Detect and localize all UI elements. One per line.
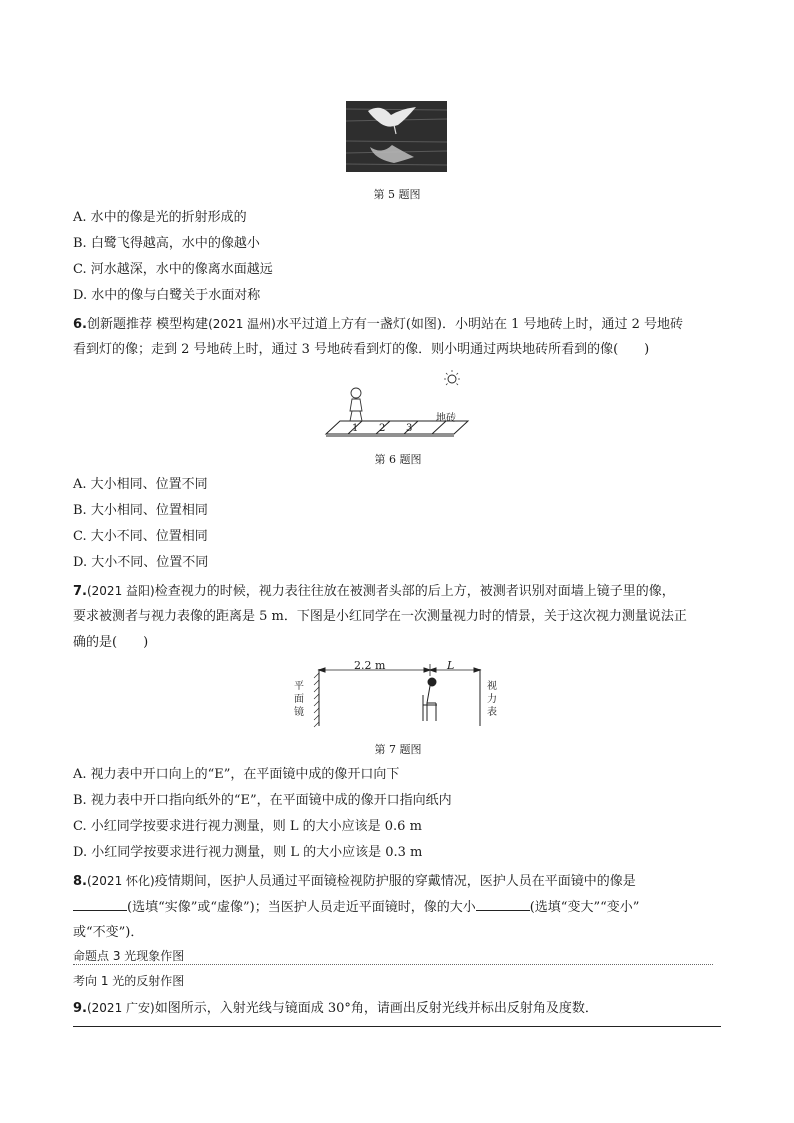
question-7-line3: 确的是( ) (73, 635, 149, 650)
person-icon (350, 388, 362, 421)
question-text: 检查视力的时候，视力表往往放在被测者头部的后上方，被测者识别对面墙上镜子里的像， (154, 584, 675, 599)
mirror-label-char: 镜 (294, 707, 304, 718)
mirror-label (294, 680, 306, 719)
question-8-line3: 或“不变”)． (73, 925, 144, 940)
option-a: A. 水中的像是光的折射形成的 (73, 210, 247, 225)
question-number: 9. (73, 1001, 87, 1016)
l-label: L (447, 659, 455, 672)
option-c: C. 小红同学按要求进行视力测量，则 L 的大小应该是 0.6 m (73, 819, 422, 834)
figure-caption-q6: 第 6 题图 (374, 453, 422, 466)
answer-blank-2[interactable] (476, 898, 530, 911)
chart-label (487, 680, 499, 719)
option-b: B. 大小相同、位置相同 (73, 503, 208, 518)
question-source: (2021 怀化) (86, 874, 155, 888)
question-text: 水平过道上方有一盏灯(如图)．小明站在 1 号地砖上时，通过 2 号地砖 (275, 317, 684, 332)
question-number: 6. (73, 317, 87, 332)
chart-label-char: 视 (487, 681, 497, 692)
question-text: (选填“实像”或“虚像”)；当医护人员走近平面镜时，像的大小 (127, 900, 476, 915)
mirror-label-char: 平 (294, 681, 304, 692)
bottom-rule (73, 1026, 721, 1027)
option-d: D. 大小不同、位置不同 (73, 555, 209, 570)
option-d: D. 小红同学按要求进行视力测量，则 L 的大小应该是 0.3 m (73, 845, 423, 860)
tile-number-1: 1 (352, 423, 359, 434)
option-b: B. 视力表中开口指向纸外的“E”，在平面镜中成的像开口指向纸内 (73, 793, 452, 808)
floor-tiles-figure (322, 367, 472, 439)
question-text: (选填“变大”“变小” (529, 900, 640, 915)
question-8-line2 (73, 898, 639, 917)
figure-caption-q5: 第 5 题图 (373, 188, 421, 201)
section-subtitle: 考向 1 光的反射作图 (73, 974, 185, 988)
chart-label-char: 力 (487, 694, 497, 705)
question-source: (2021 益阳) (86, 584, 155, 598)
question-9 (73, 999, 598, 1018)
tile-number-3: 3 (406, 423, 413, 434)
option-a: A. 视力表中开口向上的“E”，在平面镜中成的像开口向下 (73, 767, 400, 782)
question-text: 疫情期间，医护人员通过平面镜检视防护服的穿戴情况，医护人员在平面镜中的像是 (154, 874, 636, 889)
question-6-line1 (73, 315, 683, 334)
chart-label-char: 表 (487, 707, 497, 718)
question-source: (2021 广安) (86, 1001, 155, 1015)
distance-label: 2.2 m (354, 659, 386, 672)
option-a: A. 大小相同、位置不同 (73, 477, 208, 492)
egret-reflection-photo (346, 101, 447, 172)
question-text: 如图所示，入射光线与镜面成 30°角，请画出反射光线并标出反射角及度数． (154, 1001, 598, 1016)
tile-number-2: 2 (379, 423, 386, 434)
question-number: 7. (73, 584, 87, 599)
section-divider (73, 964, 713, 965)
eye-test-figure (310, 655, 490, 730)
option-c: C. 河水越深，水中的像离水面越远 (73, 262, 273, 277)
option-c: C. 大小不同、位置相同 (73, 529, 208, 544)
option-b: B. 白鹭飞得越高，水中的像越小 (73, 236, 260, 251)
section-title: 命题点 3 光现象作图 (73, 949, 185, 963)
answer-blank-1[interactable] (73, 898, 127, 911)
tile-label: 地砖 (436, 413, 456, 424)
question-8-line1 (73, 872, 636, 891)
mirror-label-char: 面 (294, 694, 304, 705)
question-tags: 创新题推荐 模型构建 (86, 317, 209, 332)
option-d: D. 水中的像与白鹭关于水面对称 (73, 288, 261, 303)
question-6-line2: 看到灯的像；走到 2 号地砖上时，通过 3 号地砖看到灯的像．则小明通过两块地砖所看到的像( ) (73, 342, 650, 357)
question-7-line1 (73, 582, 675, 601)
question-number: 8. (73, 874, 87, 889)
question-7-line2: 要求被测者与视力表像的距离是 5 m．下图是小红同学在一次测量视力时的情景，关于这次视力测量说法正 (73, 609, 687, 624)
figure-caption-q7: 第 7 题图 (374, 743, 422, 756)
lamp-icon (444, 370, 460, 385)
question-source: (2021 温州) (208, 317, 276, 331)
